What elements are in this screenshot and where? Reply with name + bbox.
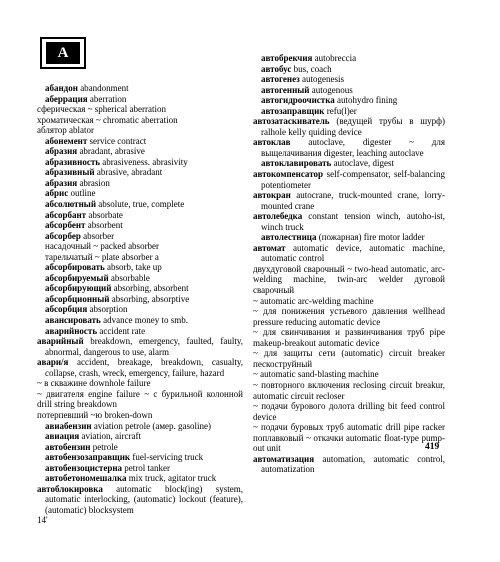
entry-headword: автогидроочистка xyxy=(261,95,335,106)
entry-text: abrasion xyxy=(77,177,110,188)
dictionary-entry xyxy=(253,211,445,232)
dictionary-entry xyxy=(253,348,445,369)
entry-text: bus, coach xyxy=(291,63,332,74)
entry-headword: автоклавировать xyxy=(261,158,332,169)
entry-text: (пожарная) fire motor ladder xyxy=(316,232,425,243)
entry-headword: абсолютный xyxy=(45,199,97,210)
entry-text: abrasive, abradant xyxy=(94,167,163,178)
entry-text: self-compensator, self-balancing potentiometer xyxy=(261,169,445,190)
entry-headword: авиабензин xyxy=(45,420,92,431)
entry-headword: автобензоцистерна xyxy=(45,462,123,473)
dictionary-entry xyxy=(253,169,445,190)
dictionary-entry xyxy=(37,241,243,252)
dictionary-entry xyxy=(37,252,243,263)
dictionary-entry xyxy=(253,422,445,454)
entry-headword: абразивность xyxy=(45,156,101,167)
dictionary-entry xyxy=(37,220,243,231)
entry-headword: автобетономешалка xyxy=(45,473,127,484)
entry-headword: автогенез xyxy=(261,74,300,85)
dictionary-entry xyxy=(253,380,445,401)
entry-text: service contract xyxy=(87,135,147,146)
dictionary-entry xyxy=(253,137,445,158)
dictionary-entry xyxy=(37,188,243,199)
entry-text: ~ для понижения устьевого давления wellhead pressure reducing automatic device xyxy=(253,306,445,327)
entry-headword: абрис xyxy=(45,188,69,199)
entry-headword: абсорбция xyxy=(45,304,88,315)
entry-text: aviation petrole (амер. gasoline) xyxy=(91,420,212,431)
dictionary-entry xyxy=(37,273,243,284)
dictionary-entry xyxy=(37,210,243,221)
entry-text: двухдуговой сварочный ~ two-head automatic, arc-welding machine, twin-arc welder дуговой сварочный xyxy=(253,263,445,296)
entry-text: absorption xyxy=(87,304,128,315)
page-number: 419 xyxy=(425,442,440,452)
entry-text: autohydro fining xyxy=(334,95,398,106)
dictionary-entry xyxy=(37,167,243,178)
dictionary-entry xyxy=(253,53,445,64)
entry-headword: абразия xyxy=(45,177,78,188)
entry-text: сферическая ~ spherical aberration xyxy=(37,104,166,115)
entry-text: absorbable xyxy=(108,272,150,283)
entry-headword: автобензозаправщик xyxy=(45,452,131,463)
entry-headword: автокомпенсатор xyxy=(253,169,324,180)
dictionary-entry xyxy=(253,158,445,169)
dictionary-entry xyxy=(37,357,243,378)
dictionary-entry xyxy=(253,95,445,106)
entry-headword: автолестница xyxy=(261,232,317,243)
dictionary-entry xyxy=(37,125,243,136)
entry-text: autoclave, digest xyxy=(331,158,395,169)
entry-text: constant tension winch, autoho-ist, winch truck xyxy=(261,211,445,232)
dictionary-entry xyxy=(37,178,243,189)
dictionary-entry xyxy=(37,410,243,421)
entry-text: aviation, aircraft xyxy=(79,431,142,442)
dictionary-entry xyxy=(37,452,243,463)
entry-headword: абсорбирующий xyxy=(45,283,112,294)
entry-text: fuel-servicing truck xyxy=(130,452,204,463)
dictionary-entry xyxy=(37,473,243,484)
entry-text: abradant, abrasive xyxy=(77,146,145,157)
entry-text: аблятор ablator xyxy=(37,125,95,136)
section-letter-box xyxy=(40,37,86,69)
entry-text: ~ двигателя engine failure ~ с бурильной колонной drill string breakdown xyxy=(37,388,243,410)
entry-headword: автоматизация xyxy=(253,453,315,464)
entry-text: absorber xyxy=(80,230,115,241)
entry-text: 14' xyxy=(37,515,48,526)
dictionary-entry xyxy=(37,336,243,357)
entry-headword: автолебедка xyxy=(253,211,303,222)
section-letter: А xyxy=(46,42,80,64)
entry-headword: абсорбент xyxy=(45,220,86,231)
dictionary-entry xyxy=(37,104,243,115)
entry-headword: абразивный xyxy=(45,167,95,178)
entry-text: accident rate xyxy=(97,325,146,336)
dictionary-entry xyxy=(37,115,243,126)
entry-headword: аберрация xyxy=(45,93,88,104)
entry-headword: авари/я xyxy=(37,357,69,368)
dictionary-entry xyxy=(37,326,243,337)
entry-text: autogenous xyxy=(309,84,353,95)
entry-headword: автобус xyxy=(261,63,292,74)
entry-text: autogenesis xyxy=(299,74,344,85)
dictionary-entry xyxy=(253,454,445,475)
entry-text: automatic block(ing) system, automatic interlocking, (automatic) lockout (feature), (automatic) blocksystem xyxy=(45,483,243,515)
dictionary-entry xyxy=(37,315,243,326)
entry-text: ~ automatic arc-welding machine xyxy=(253,295,374,306)
entry-headword: автобензин xyxy=(45,441,91,452)
entry-headword: абонемент xyxy=(45,135,88,146)
dictionary-entry xyxy=(253,401,445,422)
dictionary-entry xyxy=(37,199,243,210)
dictionary-entry xyxy=(253,306,445,327)
dictionary-entry xyxy=(37,94,243,105)
entry-text: ~ для свинчивания и развинчивания труб pipe makeup-breakout automatic device xyxy=(253,327,445,348)
dictionary-entry xyxy=(37,136,243,147)
entry-text: abrasiveness. abrasivity xyxy=(100,156,188,167)
entry-text: outline xyxy=(68,188,96,199)
dictionary-entry xyxy=(37,421,243,432)
entry-headword: автозаправщик xyxy=(261,105,325,116)
dictionary-entry xyxy=(37,389,243,410)
dictionary-entry xyxy=(253,296,445,307)
entry-headword: автомат xyxy=(253,242,286,253)
entry-text: (ведущей трубы в шурф) ralhole kelly quiding device xyxy=(261,116,445,137)
entry-headword: абсорбционный xyxy=(45,293,110,304)
entry-headword: абсорбер xyxy=(45,230,81,241)
entry-text: absolute, true, complete xyxy=(96,199,185,210)
entry-text: absorbing, absorbent xyxy=(111,283,189,294)
entry-text: mix truck, agitator truck xyxy=(126,473,217,484)
dictionary-entry xyxy=(253,232,445,243)
dictionary-entry xyxy=(253,116,445,137)
entry-text: automatic device, automatic machine, automatic control xyxy=(261,242,445,264)
dictionary-entry xyxy=(37,304,243,315)
dictionary-entry xyxy=(253,243,445,264)
dictionary-entry xyxy=(253,106,445,117)
dictionary-entry xyxy=(37,157,243,168)
dictionary-entry xyxy=(253,369,445,380)
dictionary-entry xyxy=(253,74,445,85)
dictionary-entry xyxy=(253,327,445,348)
dictionary-entry xyxy=(37,484,243,516)
dictionary-entry xyxy=(37,283,243,294)
entry-text: ~ подачи буровых труб automatic drill pipe racker поплавковый ~ откачки automatic float-type pump-out unit xyxy=(253,422,445,454)
entry-text: autocrane, truck-mounted crane, lorry-mounted crane xyxy=(261,190,445,211)
entry-text: ~ в скважине downhole failure xyxy=(37,378,151,389)
dictionary-entry xyxy=(253,264,445,296)
entry-headword: автозатаскиватель xyxy=(253,116,330,127)
entry-headword: аварийный xyxy=(37,336,84,347)
entry-headword: авансировать xyxy=(45,315,101,326)
dictionary-entry xyxy=(253,64,445,75)
entry-headword: абсорбировать xyxy=(45,262,105,273)
entry-headword: аварийность xyxy=(45,325,98,336)
right-column xyxy=(253,53,445,475)
dictionary-entry xyxy=(37,262,243,273)
entry-text: absorb, take up xyxy=(104,262,162,273)
entry-headword: абандон xyxy=(45,83,78,93)
entry-text: тарельчатый ~ plate absorber a xyxy=(45,251,159,262)
entry-text: autoclave, digester ~ для выщелачивания digester, leaching autoclave xyxy=(261,137,445,158)
entry-headword: абсорбируемый xyxy=(45,272,109,283)
entry-text: потерпевший ~ю broken-down xyxy=(37,409,153,420)
dictionary-entry xyxy=(37,378,243,389)
entry-text: accident, breakage, breakdown, casualty, collapse, crash, wreck, emergency, failure, hazard xyxy=(45,357,243,378)
left-column xyxy=(37,83,243,526)
dictionary-entry xyxy=(37,146,243,157)
dictionary-entry xyxy=(37,463,243,474)
entry-text: breakdown, emergency, faulted, faulty, abnormal, dangerous to use, alarm xyxy=(45,336,243,357)
entry-text: absorbing, absorptive xyxy=(109,293,190,304)
entry-headword: автокран xyxy=(253,190,291,201)
entry-text: aberration xyxy=(87,93,127,104)
dictionary-entry xyxy=(37,231,243,242)
dictionary-entry xyxy=(37,83,243,94)
dictionary-entry xyxy=(253,190,445,211)
entry-text: petrole xyxy=(90,441,118,452)
entry-text: advance money to smb. xyxy=(100,315,189,326)
entry-text: ~ повторного включения reclosing circuit breakur, automatic circuit recloser xyxy=(253,379,445,401)
entry-text: absorbate xyxy=(86,209,123,220)
entry-text: automation, automatic control, automatization xyxy=(261,453,445,475)
entry-text: autobreccia xyxy=(312,53,357,63)
entry-text: ~ automatic sand-blasting machine xyxy=(253,369,379,380)
dictionary-entry xyxy=(37,442,243,453)
entry-headword: автобрекчия xyxy=(261,53,313,63)
entry-text: absorbent xyxy=(85,220,123,231)
dictionary-entry xyxy=(37,431,243,442)
entry-headword: авиация xyxy=(45,431,80,442)
entry-headword: абразия xyxy=(45,146,78,157)
dictionary-entry xyxy=(37,515,243,526)
entry-text: ~ для защиты сети (automatic) circuit breaker пескоструйный xyxy=(253,348,445,369)
entry-headword: автоклав xyxy=(253,137,291,148)
entry-text: refu(l)er xyxy=(324,105,357,116)
dictionary-entry xyxy=(37,294,243,305)
entry-headword: абсорбант xyxy=(45,209,87,220)
entry-text: хроматическая ~ chromatic aberration xyxy=(37,114,178,125)
entry-text: ~ подачи бурового долота drilling bit feed control device xyxy=(253,401,445,422)
dictionary-entry xyxy=(253,85,445,96)
entry-text: насадочный ~ packed absorber xyxy=(45,241,160,252)
entry-text: abandonment xyxy=(77,83,129,93)
entry-text: petrol tanker xyxy=(122,462,171,473)
entry-headword: автоблокировка xyxy=(37,483,103,494)
entry-headword: автогенный xyxy=(261,84,310,95)
